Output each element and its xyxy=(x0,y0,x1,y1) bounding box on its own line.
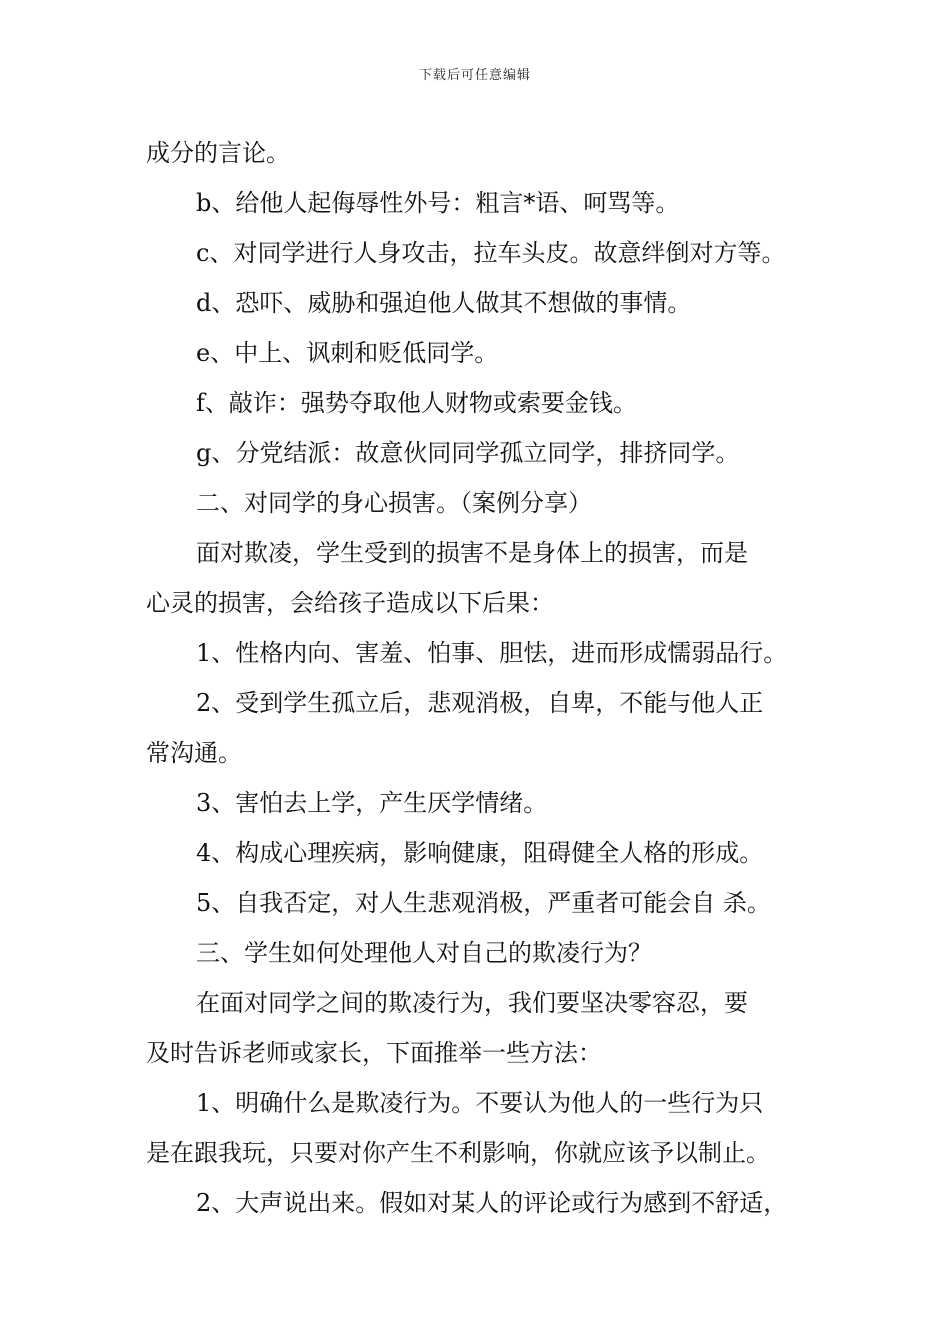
text-line: 4、构成心理疾病，影响健康，阻碍健全人格的形成。 xyxy=(196,839,764,867)
text-line: 及时告诉老师或家长，下面推举一些方法： xyxy=(146,1039,602,1067)
text-line: g、分党结派：故意伙同同学孤立同学，排挤同学。 xyxy=(196,439,740,467)
text-line: 1、性格内向、害羞、怕事、胆怯，进而形成懦弱品行。 xyxy=(196,639,788,667)
text-line: 三、学生如何处理他人对自己的欺凌行为？ xyxy=(196,939,652,967)
text-line: 二、对同学的身心损害。（案例分享） xyxy=(196,489,592,517)
text-line: 在面对同学之间的欺凌行为，我们要坚决零容忍，要 xyxy=(196,989,748,1017)
text-line: 面对欺凌，学生受到的损害不是身体上的损害，而是 xyxy=(196,539,748,567)
text-line: b、给他人起侮辱性外号：粗言*语、呵骂等。 xyxy=(196,189,680,217)
text-line: 心灵的损害，会给孩子造成以下后果： xyxy=(146,589,554,617)
text-line: f、敲诈：强势夺取他人财物或索要金钱。 xyxy=(196,389,637,417)
text-line: c、对同学进行人身攻击，拉车头皮。故意绊倒对方等。 xyxy=(196,239,786,267)
text-line: 5、自我否定，对人生悲观消极，严重者可能会自 杀。 xyxy=(196,889,771,917)
text-line: 是在跟我玩，只要对你产生不利影响，你就应该予以制止。 xyxy=(146,1139,770,1167)
text-line: e、中上、讽刺和贬低同学。 xyxy=(196,339,499,367)
text-line: 2、大声说出来。假如对某人的评论或行为感到不舒适， xyxy=(196,1189,788,1217)
page-header: 下载后可任意编辑 xyxy=(418,68,531,83)
text-line: 1、明确什么是欺凌行为。不要认为他人的一些行为只 xyxy=(196,1089,764,1117)
text-line: 3、害怕去上学，产生厌学情绪。 xyxy=(196,789,548,817)
text-line: 成分的言论。 xyxy=(146,139,290,167)
text-line: 常沟通。 xyxy=(146,739,242,767)
document-body xyxy=(146,128,826,1228)
text-line: 2、受到学生孤立后，悲观消极，自卑，不能与他人正 xyxy=(196,689,764,717)
text-line: d、恐吓、威胁和强迫他人做其不想做的事情。 xyxy=(196,289,692,317)
